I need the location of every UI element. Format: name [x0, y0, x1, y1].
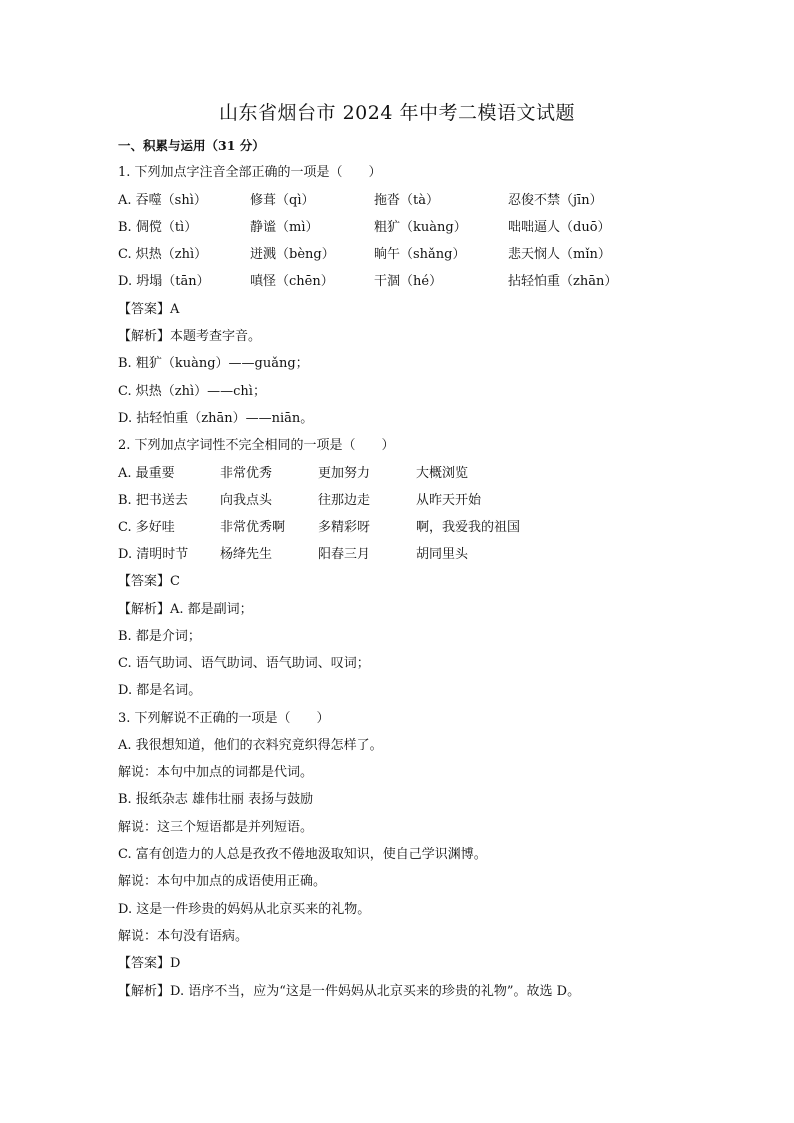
q1-a-1: A. 吞噬（shì） [118, 193, 207, 208]
q2-a-2: 非常优秀 [220, 466, 273, 481]
q2-answer: 【答案】C [118, 574, 180, 589]
q1-option-row-b [118, 219, 678, 237]
q2-option-row-a [118, 465, 618, 483]
q3-line-7: D. 这是一件珍贵的妈妈从北京买来的礼物。 [118, 902, 371, 917]
q1-option-row-a [118, 192, 678, 210]
q2-stem: 2. 下列加点字词性不完全相同的一项是（ ） [118, 438, 395, 453]
q2-b-1: B. 把书送去 [118, 493, 188, 508]
q2-analysis-4: D. 都是名词。 [118, 683, 202, 698]
q2-b-3: 往那边走 [318, 493, 371, 508]
q2-a-1: A. 最重要 [118, 466, 175, 481]
q2-c-3: 多精彩呀 [318, 520, 371, 535]
q2-option-row-c [118, 519, 618, 537]
q2-a-3: 更加努力 [318, 466, 371, 481]
document-title: 山东省烟台市 2024 年中考二模语文试题 [219, 102, 575, 124]
q1-b-2: 静谧（mì） [250, 220, 319, 235]
q1-d-3: 干涸（hé） [374, 274, 443, 289]
q2-d-4: 胡同里头 [416, 547, 469, 562]
q1-option-row-d [118, 273, 678, 291]
q2-option-row-b [118, 492, 618, 510]
q3-analysis: 【解析】D. 语序不当，应为“这是一件妈妈从北京买来的珍贵的礼物”。故选 D。 [118, 984, 581, 999]
q2-analysis-3: C. 语气助词、语气助词、语气助词、叹词； [118, 656, 370, 671]
q1-d-2: 嗔怪（chēn） [250, 274, 334, 289]
q1-answer: 【答案】A [118, 302, 180, 317]
q3-line-4: 解说：这三个短语都是并列短语。 [118, 820, 314, 835]
q3-line-5: C. 富有创造力的人总是孜孜不倦地汲取知识，使自己学识渊博。 [118, 847, 487, 862]
q1-b-1: B. 倜傥（tì） [118, 220, 198, 235]
q1-analysis-2: B. 粗犷（kuàng）——guǎng； [118, 356, 309, 371]
q2-c-4: 啊，我爱我的祖国 [416, 520, 521, 535]
q2-d-1: D. 清明时节 [118, 547, 189, 562]
q1-c-2: 迸溅（bèng） [250, 247, 335, 262]
q1-c-3: 晌午（shǎng） [374, 247, 466, 262]
q1-c-4: 悲天悯人（mǐn） [508, 247, 611, 262]
q3-stem: 3. 下列解说不正确的一项是（ ） [118, 711, 330, 726]
q2-d-3: 阳春三月 [318, 547, 371, 562]
q2-a-4: 大概浏览 [416, 466, 469, 481]
q2-d-2: 杨绛先生 [220, 547, 273, 562]
q3-line-8: 解说：本句没有语病。 [118, 929, 249, 944]
q3-answer: 【答案】D [118, 956, 181, 971]
q1-a-4: 忍俊不禁（jīn） [508, 193, 603, 208]
q2-option-row-d [118, 546, 618, 564]
q1-option-row-c [118, 246, 678, 264]
q1-d-4: 拈轻怕重（zhān） [508, 274, 618, 289]
q2-analysis-1: 【解析】A. 都是副词； [118, 602, 253, 617]
q1-analysis-4: D. 拈轻怕重（zhān）——niān。 [118, 411, 314, 426]
q1-analysis-1: 【解析】本题考查字音。 [118, 329, 262, 344]
q1-a-2: 修葺（qì） [250, 193, 315, 208]
q2-analysis-2: B. 都是介词； [118, 629, 201, 644]
section-heading: 一、积累与运用（31 分） [118, 138, 265, 153]
q1-d-1: D. 坍塌（tān） [118, 274, 210, 289]
q1-b-3: 粗犷（kuàng） [374, 220, 467, 235]
q1-a-3: 拖沓（tà） [374, 193, 439, 208]
q2-b-4: 从昨天开始 [416, 493, 482, 508]
q3-line-3: B. 报纸杂志 雄伟壮丽 表扬与鼓励 [118, 792, 314, 807]
q2-b-2: 向我点头 [220, 493, 273, 508]
q1-b-4: 咄咄逼人（duō） [508, 220, 611, 235]
q1-analysis-3: C. 炽热（zhì）——chì； [118, 384, 266, 399]
q1-c-1: C. 炽热（zhì） [118, 247, 208, 262]
q3-line-6: 解说：本句中加点的成语使用正确。 [118, 874, 327, 889]
q1-stem: 1. 下列加点字注音全部正确的一项是（ ） [118, 165, 382, 180]
q2-c-2: 非常优秀啊 [220, 520, 286, 535]
q3-line-2: 解说：本句中加点的词都是代词。 [118, 765, 314, 780]
q3-line-1: A. 我很想知道，他们的衣料究竟织得怎样了。 [118, 738, 383, 753]
q2-c-1: C. 多好哇 [118, 520, 175, 535]
